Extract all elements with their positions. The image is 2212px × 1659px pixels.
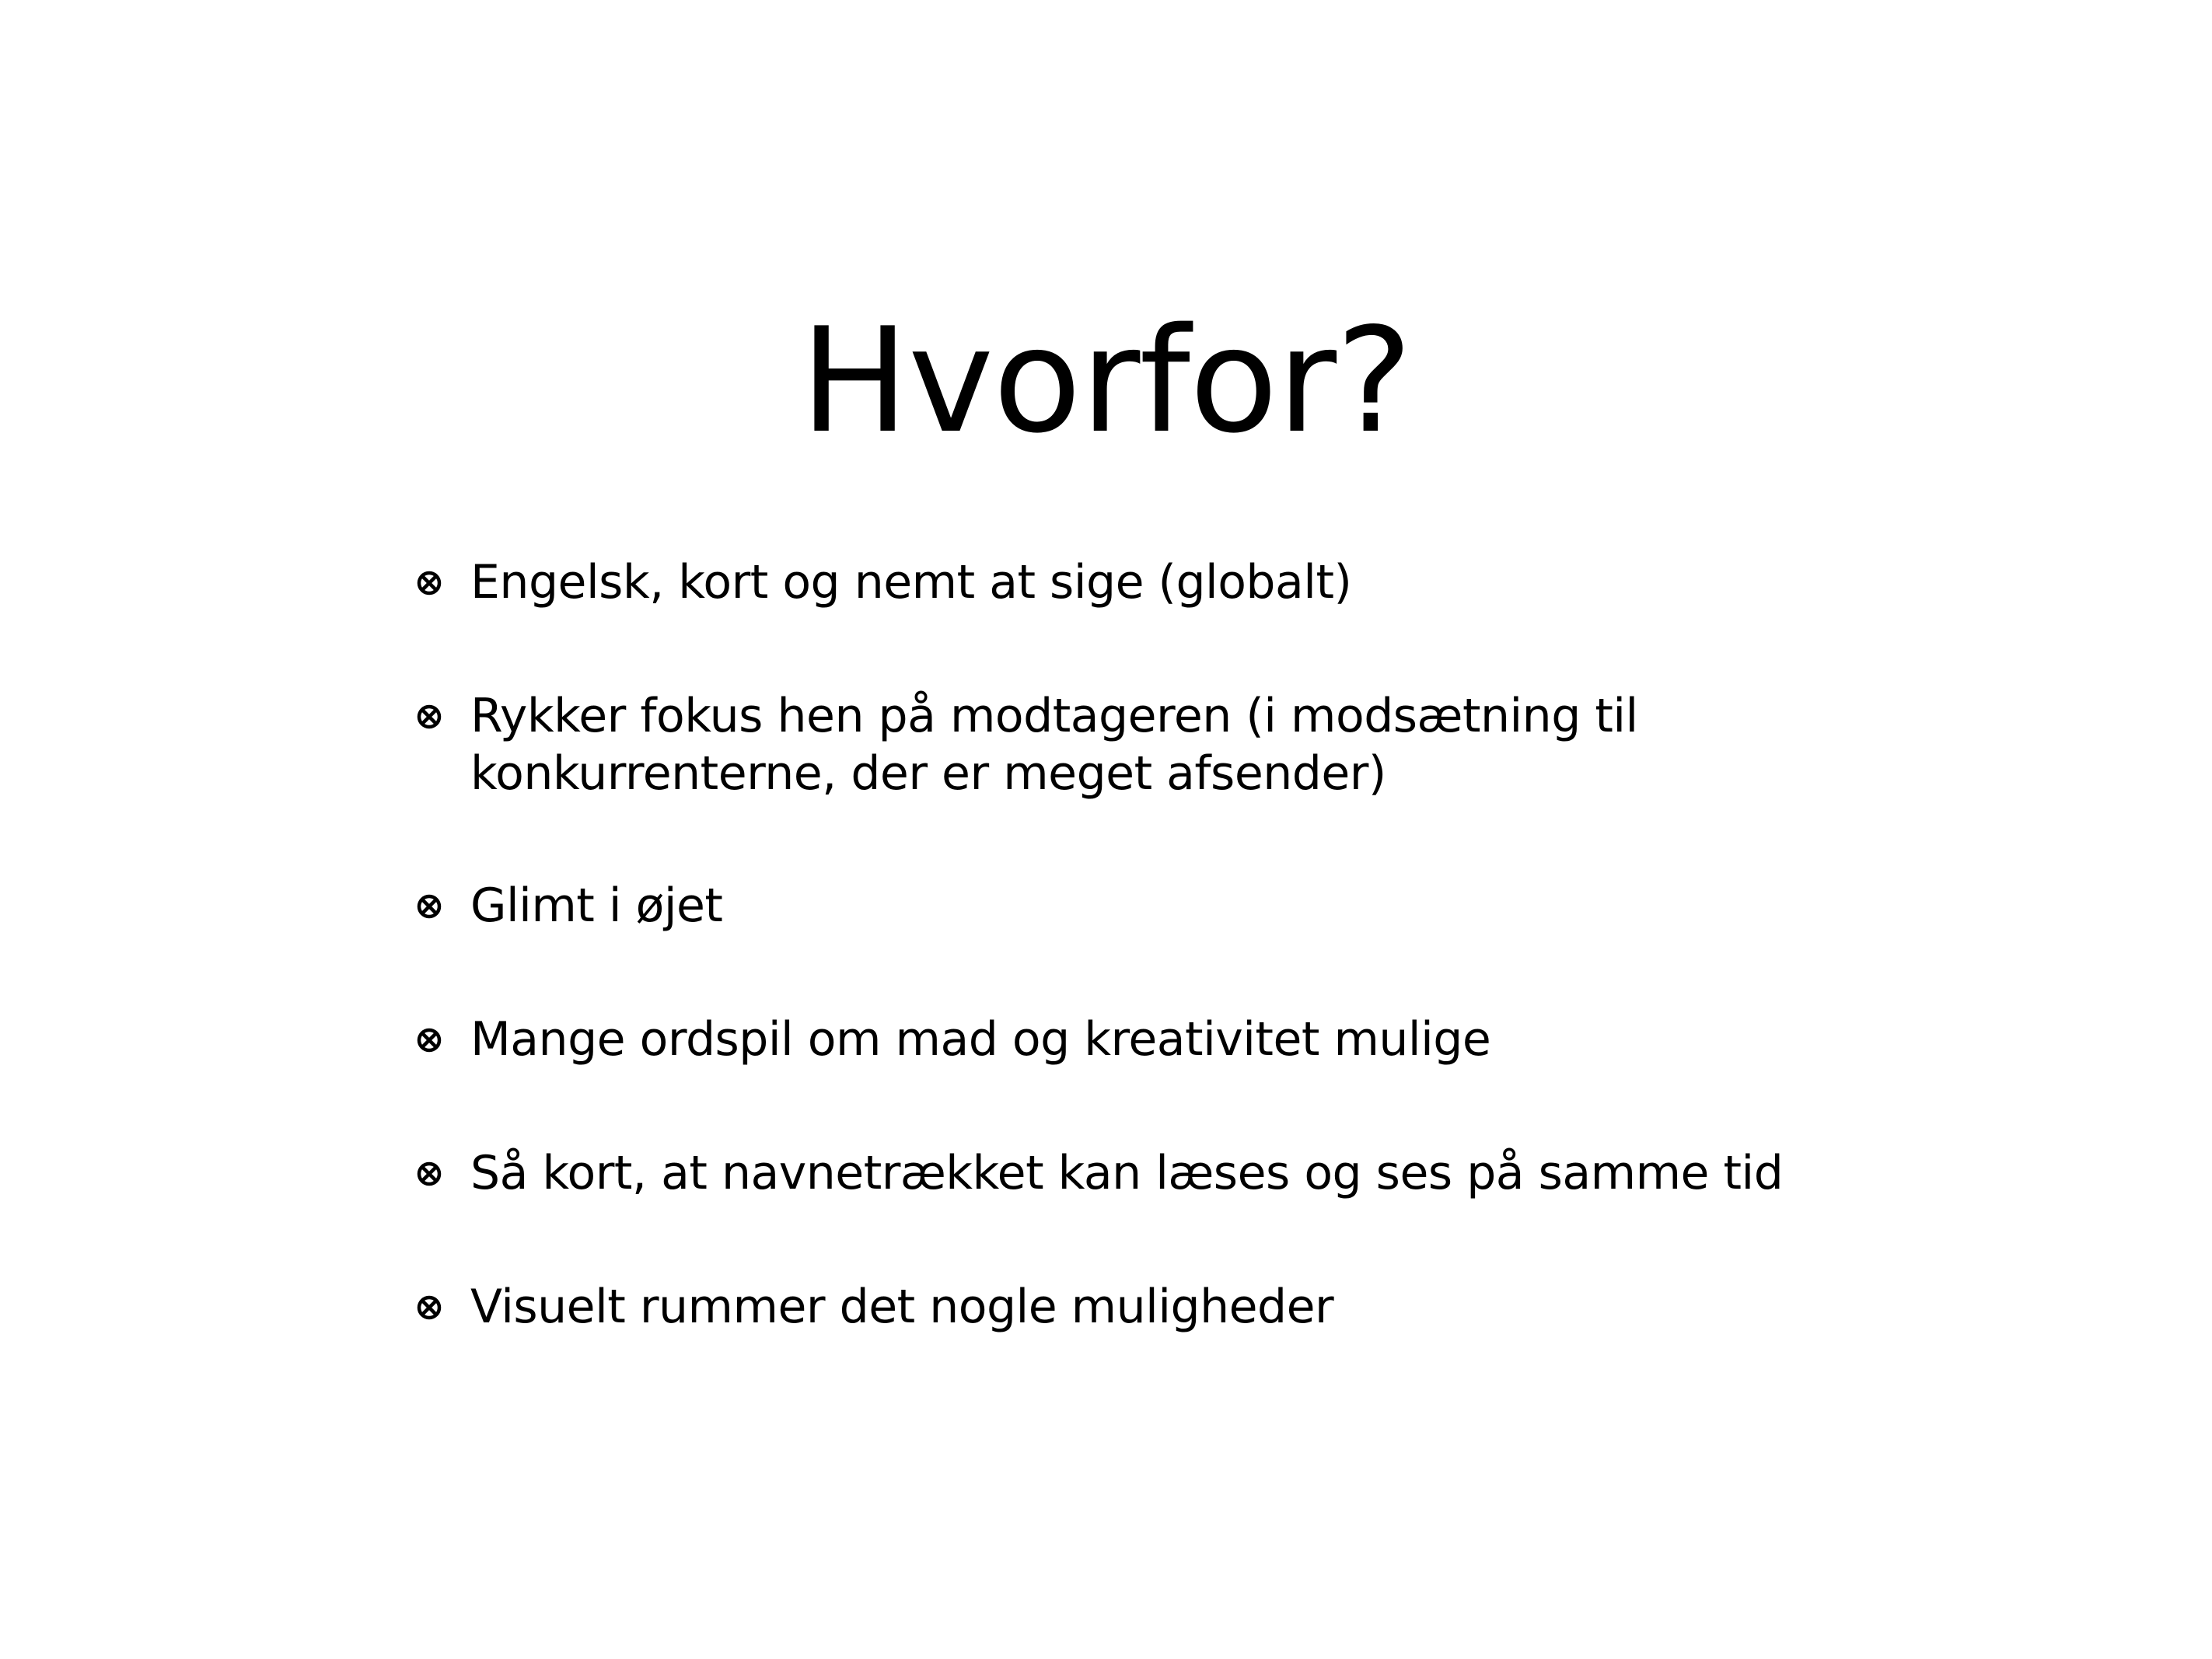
circled-cross-icon bbox=[416, 570, 442, 596]
bullet-line: Glimt i øjet bbox=[470, 878, 723, 933]
circled-cross-icon bbox=[416, 1294, 442, 1321]
bullet-text bbox=[470, 1011, 1971, 1068]
slide-title: Hvorfor? bbox=[800, 296, 1412, 465]
circled-cross-icon bbox=[416, 704, 442, 730]
circled-cross-icon bbox=[416, 1161, 442, 1187]
bullet-text bbox=[470, 554, 1971, 611]
bullet-line: Visuelt rummer det nogle muligheder bbox=[470, 1280, 1334, 1334]
bullet-line: Rykker fokus hen på modtageren (i modsætning til bbox=[470, 689, 1638, 743]
bullet-line: konkurrenterne, der er meget afsender) bbox=[470, 746, 1386, 801]
bullet-line: Mange ordspil om mad og kreativitet mulige bbox=[470, 1012, 1491, 1067]
circled-cross-icon bbox=[416, 1027, 442, 1053]
bullet-text bbox=[470, 1278, 1971, 1336]
bullet-text bbox=[470, 687, 1971, 802]
bullet-line: Så kort, at navnetrækket kan læses og ses på samme tid bbox=[470, 1146, 1784, 1200]
bullet-text bbox=[470, 1144, 1971, 1202]
bullet-text bbox=[470, 877, 1971, 934]
bullet-line: Engelsk, kort og nemt at sige (globalt) bbox=[470, 555, 1352, 609]
circled-cross-icon bbox=[416, 893, 442, 920]
